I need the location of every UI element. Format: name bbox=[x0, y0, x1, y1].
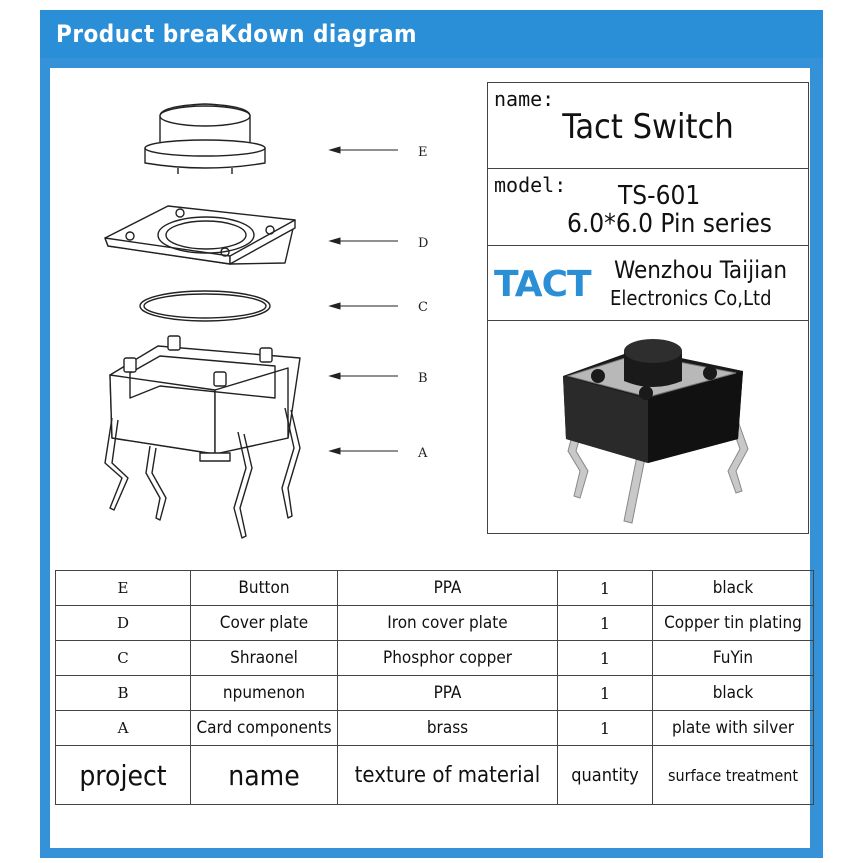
row-material: brass bbox=[338, 711, 558, 746]
part-c-dome-drawing bbox=[140, 291, 270, 321]
label-d: D bbox=[418, 236, 429, 251]
row-material: Iron cover plate bbox=[338, 606, 558, 641]
model-label: model: bbox=[494, 173, 567, 197]
model-cell bbox=[488, 169, 808, 246]
row-surface: FuYin bbox=[653, 641, 814, 676]
info-panel bbox=[487, 82, 809, 534]
row-code: A bbox=[56, 711, 191, 746]
row-quantity: 1 bbox=[558, 711, 653, 746]
parts-table bbox=[55, 570, 814, 805]
header-project: project bbox=[56, 746, 191, 805]
row-code: B bbox=[56, 676, 191, 711]
label-c: C bbox=[418, 300, 428, 315]
row-name: Button bbox=[191, 571, 338, 606]
row-material: PPA bbox=[338, 676, 558, 711]
header-material: texture of material bbox=[338, 746, 558, 805]
header-name: name bbox=[191, 746, 338, 805]
label-b: B bbox=[418, 371, 428, 386]
company-cell bbox=[488, 246, 808, 321]
table-row bbox=[56, 571, 814, 606]
row-material: PPA bbox=[338, 571, 558, 606]
row-quantity: 1 bbox=[558, 571, 653, 606]
row-name: Cover plate bbox=[191, 606, 338, 641]
row-code: E bbox=[56, 571, 191, 606]
row-name: Shraonel bbox=[191, 641, 338, 676]
exploded-diagram bbox=[50, 68, 470, 558]
name-cell bbox=[488, 83, 808, 169]
part-d-cover-plate-drawing bbox=[105, 206, 295, 264]
tact-switch-photo bbox=[488, 321, 808, 531]
model-number: TS-601 bbox=[618, 181, 701, 211]
row-code: C bbox=[56, 641, 191, 676]
row-quantity: 1 bbox=[558, 606, 653, 641]
row-quantity: 1 bbox=[558, 641, 653, 676]
table-row bbox=[56, 641, 814, 676]
row-quantity: 1 bbox=[558, 676, 653, 711]
title-bar bbox=[40, 10, 823, 58]
company-name-line1: Wenzhou Taijian bbox=[614, 256, 788, 284]
row-surface: plate with silver bbox=[653, 711, 814, 746]
table-header-row bbox=[56, 746, 814, 805]
page-title: Product breaKdown diagram bbox=[56, 20, 418, 48]
row-surface: Copper tin plating bbox=[653, 606, 814, 641]
name-label: name: bbox=[494, 87, 555, 111]
table-row bbox=[56, 606, 814, 641]
header-quantity: quantity bbox=[558, 746, 653, 805]
row-code: D bbox=[56, 606, 191, 641]
tact-logo: TACT bbox=[494, 264, 591, 305]
row-name: Card components bbox=[191, 711, 338, 746]
table-row bbox=[56, 676, 814, 711]
row-surface: black bbox=[653, 676, 814, 711]
row-surface: black bbox=[653, 571, 814, 606]
label-e: E bbox=[418, 145, 428, 160]
product-name: Tact Switch bbox=[562, 107, 734, 147]
model-series: 6.0*6.0 Pin series bbox=[566, 209, 772, 239]
company-name-line2: Electronics Co,Ltd bbox=[610, 286, 772, 310]
label-a: A bbox=[418, 446, 428, 461]
row-material: Phosphor copper bbox=[338, 641, 558, 676]
row-name: npumenon bbox=[191, 676, 338, 711]
part-b-base-drawing bbox=[110, 336, 300, 454]
table-row bbox=[56, 711, 814, 746]
photo-cell bbox=[488, 321, 808, 531]
part-e-button-drawing bbox=[145, 104, 265, 174]
header-surface: surface treatment bbox=[653, 746, 814, 805]
